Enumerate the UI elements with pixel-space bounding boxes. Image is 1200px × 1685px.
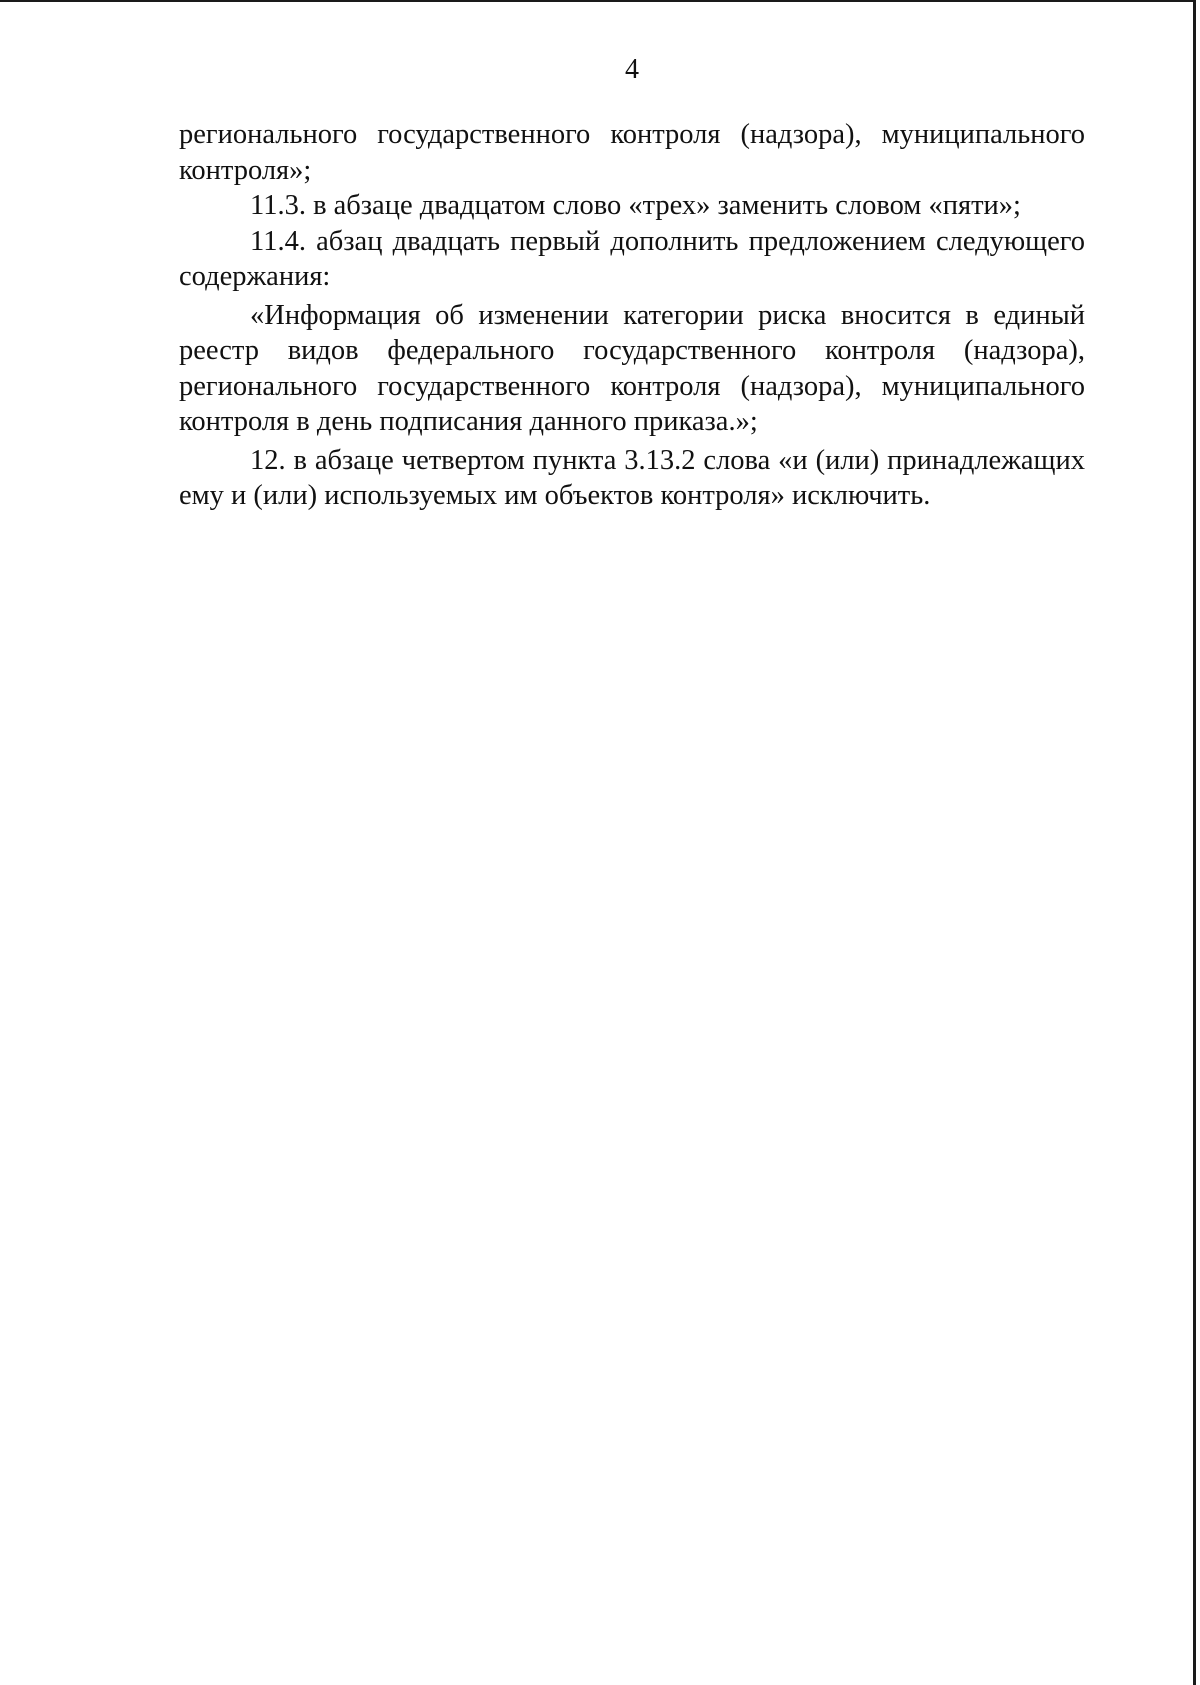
paragraph-continuation: регионального государственного контроля (надзора), муниципального контроля»; (179, 119, 1085, 186)
document-body (179, 117, 1085, 514)
paragraph-item-12: 12. в абзаце четвертом пункта 3.13.2 слова «и (или) принадлежащих ему и (или) используемых им объектов контроля» исключить. (179, 444, 1085, 511)
paragraph-item-11-3: 11.3. в абзаце двадцатом слово «трех» заменить словом «пяти»; (250, 190, 1021, 221)
paragraph-quoted-amendment: «Информация об изменении категории риска вносится в единый реестр видов федерального государственного контроля (надзора), регионального государственного контроля (надзора), муниципального контроля в день подписания данного приказа.»; (179, 299, 1085, 437)
paragraph-item-11-4: 11.4. абзац двадцать первый дополнить предложением следующего содержания: (179, 225, 1085, 292)
page-number: 4 (625, 54, 639, 85)
